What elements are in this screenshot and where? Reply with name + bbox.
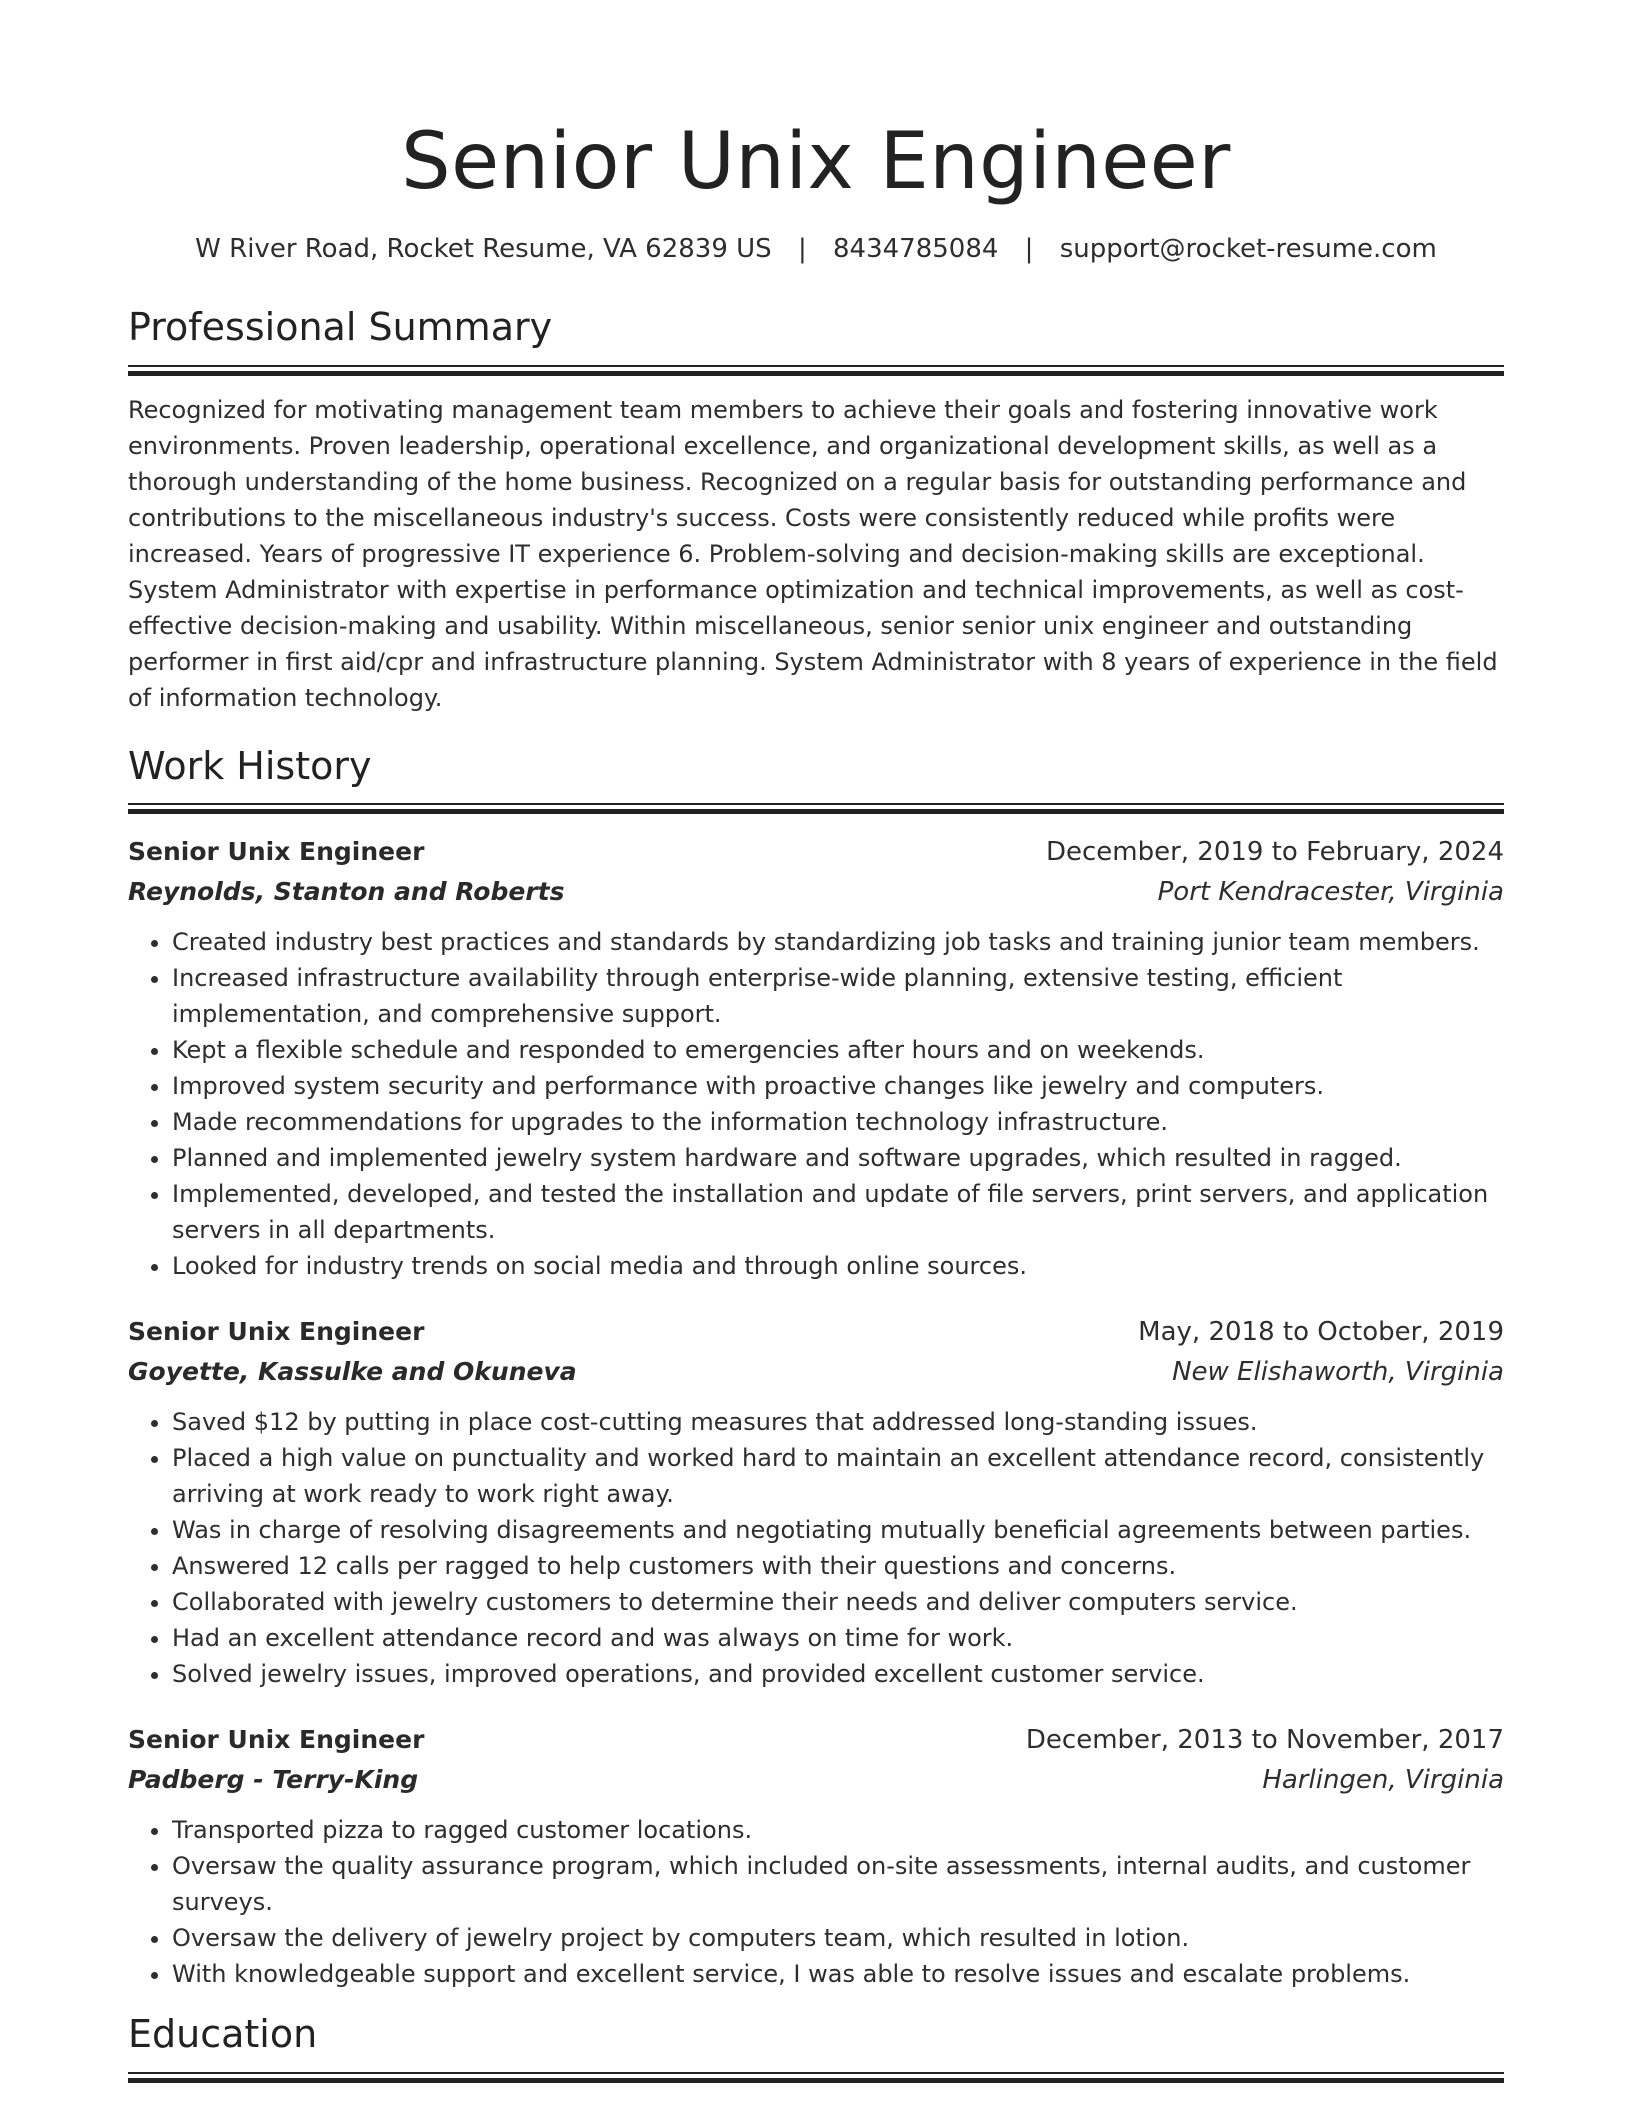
- job-company-row: [128, 872, 1504, 912]
- section-divider: [128, 365, 1504, 376]
- job-dates: December, 2019 to February, 2024: [1045, 837, 1504, 868]
- job-bullet: • Collaborated with jewelry customers to determine their needs and deliver computers service.: [172, 1584, 1504, 1620]
- job-bullet: • Answered 12 calls per ragged to help customers with their questions and concerns.: [172, 1548, 1504, 1584]
- section-title-education: Education: [128, 2012, 318, 2057]
- job-bullet: • Increased infrastructure availability through enterprise-wide planning, extensive testing, efficient implementation, and comprehensive support.: [172, 960, 1504, 1032]
- job-bullet: • Placed a high value on punctuality and worked hard to maintain an excellent attendance record, consistently arriving at work ready to work right away.: [172, 1440, 1504, 1512]
- section-title-work-history: Work History: [128, 743, 372, 788]
- job-header-row: [128, 832, 1504, 872]
- section-divider: [128, 2072, 1504, 2083]
- job-bullet: • Planned and implemented jewelry system hardware and software upgrades, which resulted in ragged.: [172, 1140, 1504, 1176]
- job-company: Reynolds, Stanton and Roberts: [128, 877, 565, 907]
- job-company: Goyette, Kassulke and Okuneva: [128, 1357, 577, 1387]
- job-company: Padberg - Terry-King: [128, 1765, 419, 1795]
- job-company-row: [128, 1760, 1504, 1800]
- job-title: Senior Unix Engineer: [128, 1725, 425, 1755]
- contact-phone: 8434785084: [832, 233, 999, 264]
- job-bullets: [128, 924, 1504, 1284]
- job-entry: [128, 1312, 1504, 1692]
- job-title: Senior Unix Engineer: [128, 837, 425, 867]
- job-bullet: • Oversaw the delivery of jewelry project by computers team, which resulted in lotion.: [172, 1920, 1504, 1956]
- job-bullets: [128, 1404, 1504, 1692]
- job-bullet: • Solved jewelry issues, improved operations, and provided excellent customer service.: [172, 1656, 1504, 1692]
- job-company-row: [128, 1352, 1504, 1392]
- job-bullet: • Looked for industry trends on social media and through online sources.: [172, 1248, 1504, 1284]
- job-bullet: • With knowledgeable support and excellent service, I was able to resolve issues and escalate problems.: [172, 1956, 1504, 1992]
- job-bullet: • Improved system security and performance with proactive changes like jewelry and computers.: [172, 1068, 1504, 1104]
- job-bullet: • Transported pizza to ragged customer locations.: [172, 1812, 1504, 1848]
- education-section: [128, 2012, 1504, 2083]
- job-location: New Elishaworth, Virginia: [1172, 1357, 1504, 1388]
- job-dates: December, 2013 to November, 2017: [1025, 1725, 1504, 1756]
- summary-section: [128, 305, 1504, 716]
- job-bullet: • Kept a flexible schedule and responded to emergencies after hours and on weekends.: [172, 1032, 1504, 1068]
- job-bullets: [128, 1812, 1504, 1992]
- job-dates: May, 2018 to October, 2019: [1138, 1317, 1504, 1348]
- contact-line: [128, 234, 1504, 265]
- job-header-row: [128, 1312, 1504, 1352]
- work-history-section: [128, 744, 1504, 1993]
- contact-email: support@rocket-resume.com: [1059, 233, 1437, 264]
- job-entry: [128, 832, 1504, 1284]
- job-bullet: • Saved $12 by putting in place cost-cutting measures that addressed long-standing issues.: [172, 1404, 1504, 1440]
- job-bullet: • Created industry best practices and standards by standardizing job tasks and training junior team members.: [172, 924, 1504, 960]
- job-location: Harlingen, Virginia: [1262, 1765, 1504, 1796]
- job-location: Port Kendracester, Virginia: [1157, 877, 1504, 908]
- section-divider: [128, 803, 1504, 814]
- job-bullet: • Had an excellent attendance record and was always on time for work.: [172, 1620, 1504, 1656]
- job-bullet: • Was in charge of resolving disagreements and negotiating mutually beneficial agreements between parties.: [172, 1512, 1504, 1548]
- summary-text: Recognized for motivating management team members to achieve their goals and fostering innovative work environments. Proven leadership, operational excellence, and organizational development skills, as well as a thorough understanding of the home business. Recognized on a regular basis for outstanding performance and contributions to the miscellaneous industry's success. Costs were consistently reduced while profits were increased. Years of progressive IT experience 6. Problem-solving and decision-making skills are exceptional. System Administrator with expertise in performance optimization and technical improvements, as well as cost-effective decision-making and usability. Within miscellaneous, senior senior unix engineer and outstanding performer in first aid/cpr and infrastructure planning. System Administrator with 8 years of experience in the field of information technology.: [128, 395, 1498, 712]
- contact-separator: |: [1024, 233, 1034, 264]
- job-header-row: [128, 1720, 1504, 1760]
- resume-name: Senior Unix Engineer: [401, 117, 1231, 207]
- section-title-summary: Professional Summary: [128, 304, 553, 349]
- contact-separator: |: [797, 233, 807, 264]
- job-bullet: • Oversaw the quality assurance program, which included on-site assessments, internal audits, and customer surveys.: [172, 1848, 1504, 1920]
- job-entry: [128, 1720, 1504, 1992]
- contact-address: W River Road, Rocket Resume, VA 62839 US: [195, 233, 772, 264]
- job-bullet: • Made recommendations for upgrades to the information technology infrastructure.: [172, 1104, 1504, 1140]
- job-bullet: • Implemented, developed, and tested the installation and update of file servers, print servers, and application servers in all departments.: [172, 1176, 1504, 1248]
- job-title: Senior Unix Engineer: [128, 1317, 425, 1347]
